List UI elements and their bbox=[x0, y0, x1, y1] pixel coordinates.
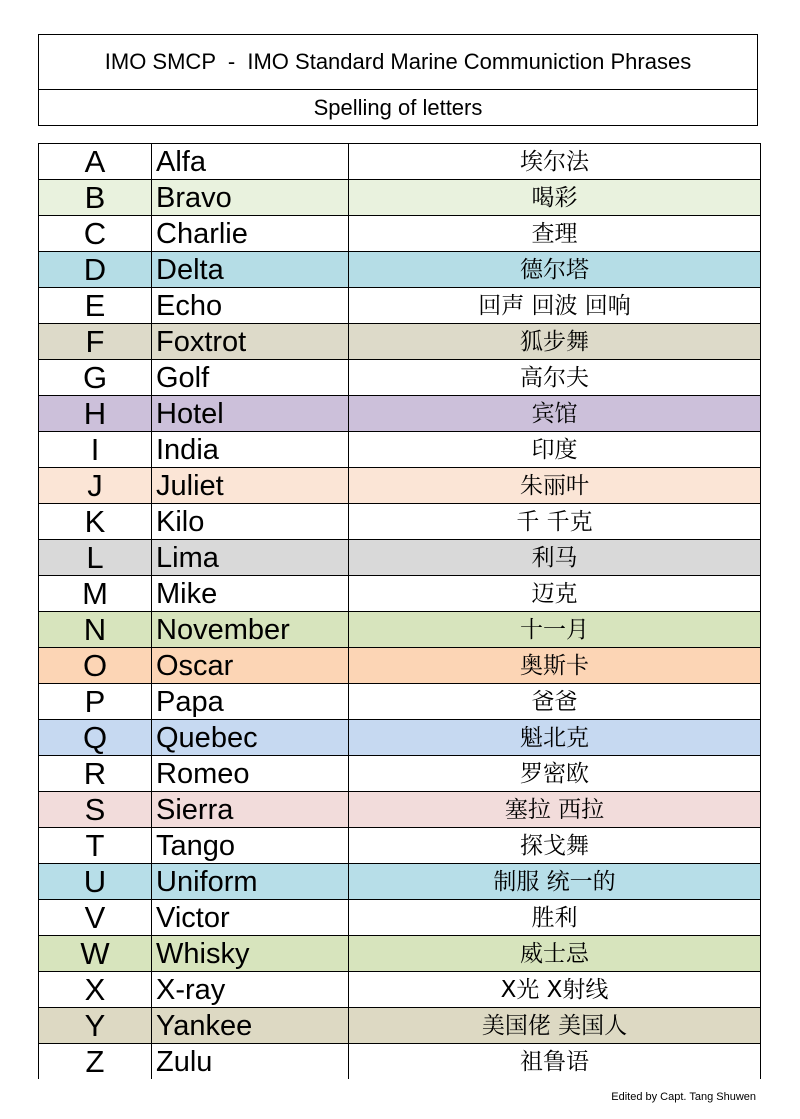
letter-cell: A bbox=[39, 144, 152, 180]
table-row bbox=[39, 828, 761, 864]
letter-cell: B bbox=[39, 180, 152, 216]
chinese-translation-cell: 祖鲁语 bbox=[349, 1044, 761, 1080]
table-row bbox=[39, 360, 761, 396]
chinese-translation-cell: 回声 回波 回响 bbox=[349, 288, 761, 324]
code-word-cell: X-ray bbox=[152, 972, 349, 1008]
table-row bbox=[39, 1008, 761, 1044]
chinese-translation-cell: 迈克 bbox=[349, 576, 761, 612]
table-row bbox=[39, 504, 761, 540]
letter-cell: J bbox=[39, 468, 152, 504]
letter-cell: G bbox=[39, 360, 152, 396]
table-row bbox=[39, 576, 761, 612]
code-word-cell: Mike bbox=[152, 576, 349, 612]
table-row bbox=[39, 216, 761, 252]
table-row bbox=[39, 684, 761, 720]
chinese-translation-cell: 胜利 bbox=[349, 900, 761, 936]
chinese-translation-cell: 探戈舞 bbox=[349, 828, 761, 864]
table-row bbox=[39, 1044, 761, 1080]
code-word-cell: Papa bbox=[152, 684, 349, 720]
editor-credit: Edited by Capt. Tang Shuwen bbox=[611, 1091, 756, 1103]
chinese-translation-cell: 魁北克 bbox=[349, 720, 761, 756]
chinese-translation-cell: 奥斯卡 bbox=[349, 648, 761, 684]
chinese-translation-cell: 罗密欧 bbox=[349, 756, 761, 792]
code-word-cell: Juliet bbox=[152, 468, 349, 504]
chinese-translation-cell: 爸爸 bbox=[349, 684, 761, 720]
code-word-cell: Victor bbox=[152, 900, 349, 936]
table-row bbox=[39, 468, 761, 504]
code-word-cell: Echo bbox=[152, 288, 349, 324]
code-word-cell: India bbox=[152, 432, 349, 468]
chinese-translation-cell: 狐步舞 bbox=[349, 324, 761, 360]
chinese-translation-cell: 美国佬 美国人 bbox=[349, 1008, 761, 1044]
code-word-cell: Charlie bbox=[152, 216, 349, 252]
chinese-translation-cell: 塞拉 西拉 bbox=[349, 792, 761, 828]
chinese-translation-cell: 威士忌 bbox=[349, 936, 761, 972]
chinese-translation-cell: 查理 bbox=[349, 216, 761, 252]
chinese-translation-cell: X光 X射线 bbox=[349, 972, 761, 1008]
table-row bbox=[39, 288, 761, 324]
table-row bbox=[39, 324, 761, 360]
letter-cell: S bbox=[39, 792, 152, 828]
letter-cell: Z bbox=[39, 1044, 152, 1080]
table-row bbox=[39, 900, 761, 936]
chinese-translation-cell: 制服 统一的 bbox=[349, 864, 761, 900]
code-word-cell: Kilo bbox=[152, 504, 349, 540]
code-word-cell: Delta bbox=[152, 252, 349, 288]
table-body bbox=[39, 144, 761, 1080]
code-word-cell: Lima bbox=[152, 540, 349, 576]
chinese-translation-cell: 宾馆 bbox=[349, 396, 761, 432]
document-title: IMO SMCP - IMO Standard Marine Communiction Phrases bbox=[39, 35, 757, 90]
code-word-cell: Zulu bbox=[152, 1044, 349, 1080]
table-row bbox=[39, 180, 761, 216]
letter-cell: T bbox=[39, 828, 152, 864]
letter-cell: W bbox=[39, 936, 152, 972]
table-row bbox=[39, 252, 761, 288]
chinese-translation-cell: 德尔塔 bbox=[349, 252, 761, 288]
code-word-cell: Quebec bbox=[152, 720, 349, 756]
code-word-cell: Foxtrot bbox=[152, 324, 349, 360]
letter-cell: V bbox=[39, 900, 152, 936]
code-word-cell: Yankee bbox=[152, 1008, 349, 1044]
code-word-cell: Whisky bbox=[152, 936, 349, 972]
letter-cell: R bbox=[39, 756, 152, 792]
letter-cell: C bbox=[39, 216, 152, 252]
code-word-cell: Oscar bbox=[152, 648, 349, 684]
code-word-cell: Romeo bbox=[152, 756, 349, 792]
letter-cell: K bbox=[39, 504, 152, 540]
letter-cell: M bbox=[39, 576, 152, 612]
letter-cell: X bbox=[39, 972, 152, 1008]
code-word-cell: Uniform bbox=[152, 864, 349, 900]
table-row bbox=[39, 756, 761, 792]
table-row bbox=[39, 720, 761, 756]
code-word-cell: Sierra bbox=[152, 792, 349, 828]
code-word-cell: Tango bbox=[152, 828, 349, 864]
chinese-translation-cell: 印度 bbox=[349, 432, 761, 468]
chinese-translation-cell: 高尔夫 bbox=[349, 360, 761, 396]
code-word-cell: Golf bbox=[152, 360, 349, 396]
document-subtitle: Spelling of letters bbox=[313, 95, 483, 120]
code-word-cell: Hotel bbox=[152, 396, 349, 432]
chinese-translation-cell: 十一月 bbox=[349, 612, 761, 648]
table-row bbox=[39, 648, 761, 684]
code-word-cell: Alfa bbox=[152, 144, 349, 180]
table-row bbox=[39, 864, 761, 900]
letter-cell: N bbox=[39, 612, 152, 648]
letter-cell: Q bbox=[39, 720, 152, 756]
letter-cell: I bbox=[39, 432, 152, 468]
phonetic-alphabet-table bbox=[38, 143, 761, 1079]
letter-cell: D bbox=[39, 252, 152, 288]
chinese-translation-cell: 朱丽叶 bbox=[349, 468, 761, 504]
chinese-translation-cell: 千 千克 bbox=[349, 504, 761, 540]
letter-cell: L bbox=[39, 540, 152, 576]
letter-cell: H bbox=[39, 396, 152, 432]
letter-cell: P bbox=[39, 684, 152, 720]
code-word-cell: November bbox=[152, 612, 349, 648]
letter-cell: Y bbox=[39, 1008, 152, 1044]
table-row bbox=[39, 396, 761, 432]
table-row bbox=[39, 432, 761, 468]
header-box bbox=[38, 34, 758, 126]
table-row bbox=[39, 972, 761, 1008]
letter-cell: U bbox=[39, 864, 152, 900]
chinese-translation-cell: 喝彩 bbox=[349, 180, 761, 216]
code-word-cell: Bravo bbox=[152, 180, 349, 216]
letter-cell: E bbox=[39, 288, 152, 324]
table-row bbox=[39, 792, 761, 828]
chinese-translation-cell: 利马 bbox=[349, 540, 761, 576]
chinese-translation-cell: 埃尔法 bbox=[349, 144, 761, 180]
table-row bbox=[39, 936, 761, 972]
letter-cell: O bbox=[39, 648, 152, 684]
table-row bbox=[39, 144, 761, 180]
table-row bbox=[39, 540, 761, 576]
letter-cell: F bbox=[39, 324, 152, 360]
table-row bbox=[39, 612, 761, 648]
